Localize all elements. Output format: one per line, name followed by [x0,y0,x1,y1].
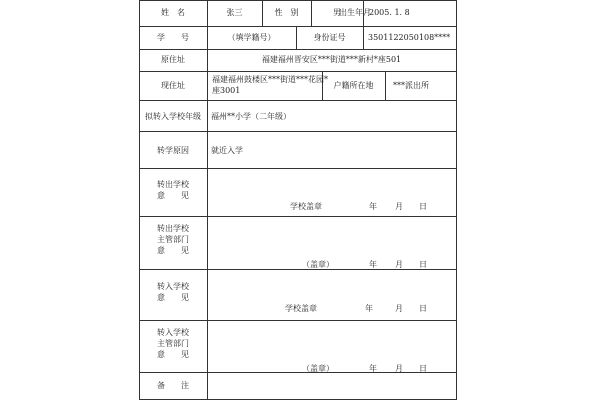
current-address-value-line1: 福建福州鼓楼区***街道***花园* [212,75,328,84]
in-school-seal: 学校盖章 [285,304,317,313]
hukou-label: 户籍所在地 [333,81,374,90]
out-dept-label-1: 转出学校 [157,224,189,233]
in-school-month: 月 [395,304,403,313]
name-label: 姓 名 [161,8,185,17]
birth-value: 2005. 1. 8 [369,8,410,17]
in-school-label-1: 转入学校 [157,282,189,291]
in-dept-label-2: 主管部门 [157,339,189,348]
out-dept-year: 年 [369,260,377,269]
current-address-label: 现住址 [161,81,185,90]
in-dept-year: 年 [369,364,377,373]
remarks-label: 备 注 [157,381,189,390]
out-dept-month: 月 [395,260,403,269]
current-address-value-line2: 座3001 [212,86,241,95]
in-school-label-2: 意 见 [157,293,189,302]
out-dept-label-2: 主管部门 [157,235,189,244]
out-dept-day: 日 [419,260,427,269]
out-school-label-2: 意 见 [157,191,189,200]
out-school-day: 日 [419,202,427,211]
student-id-label: 学 号 [157,33,189,42]
original-address-label: 原住址 [161,55,185,64]
out-school-month: 月 [395,202,403,211]
target-school-value: 福州**小学（二年级） [211,112,291,121]
in-dept-label-3: 意 见 [157,350,189,359]
transfer-reason-value: 就近入学 [211,146,243,155]
out-school-seal: 学校盖章 [290,202,322,211]
out-dept-seal: （盖章） [302,260,334,269]
in-dept-seal: （盖章） [302,364,334,373]
out-school-year: 年 [369,202,377,211]
student-id-value: （填学籍号） [227,33,276,42]
in-dept-label-1: 转入学校 [157,328,189,337]
gender-label: 性 别 [274,8,299,17]
target-school-label: 拟转入学校年级 [145,112,201,121]
transfer-reason-label: 转学原因 [157,146,189,155]
hukou-value: ***派出所 [393,81,429,90]
original-address-value: 福建福州晋安区***街道***新村*座501 [261,55,402,64]
in-dept-day: 日 [419,364,427,373]
id-card-value: 3501122050108**** [368,33,451,42]
transfer-form [139,0,457,400]
name-value: 张三 [226,8,243,17]
out-dept-label-3: 意 见 [157,246,189,255]
gender-value: 男 [333,8,341,17]
in-dept-month: 月 [395,364,403,373]
id-card-label: 身份证号 [313,33,346,42]
in-school-year: 年 [365,304,373,313]
in-school-day: 日 [419,304,427,313]
birth-label: 出生年月 [339,8,371,17]
out-school-label-1: 转出学校 [157,180,189,189]
